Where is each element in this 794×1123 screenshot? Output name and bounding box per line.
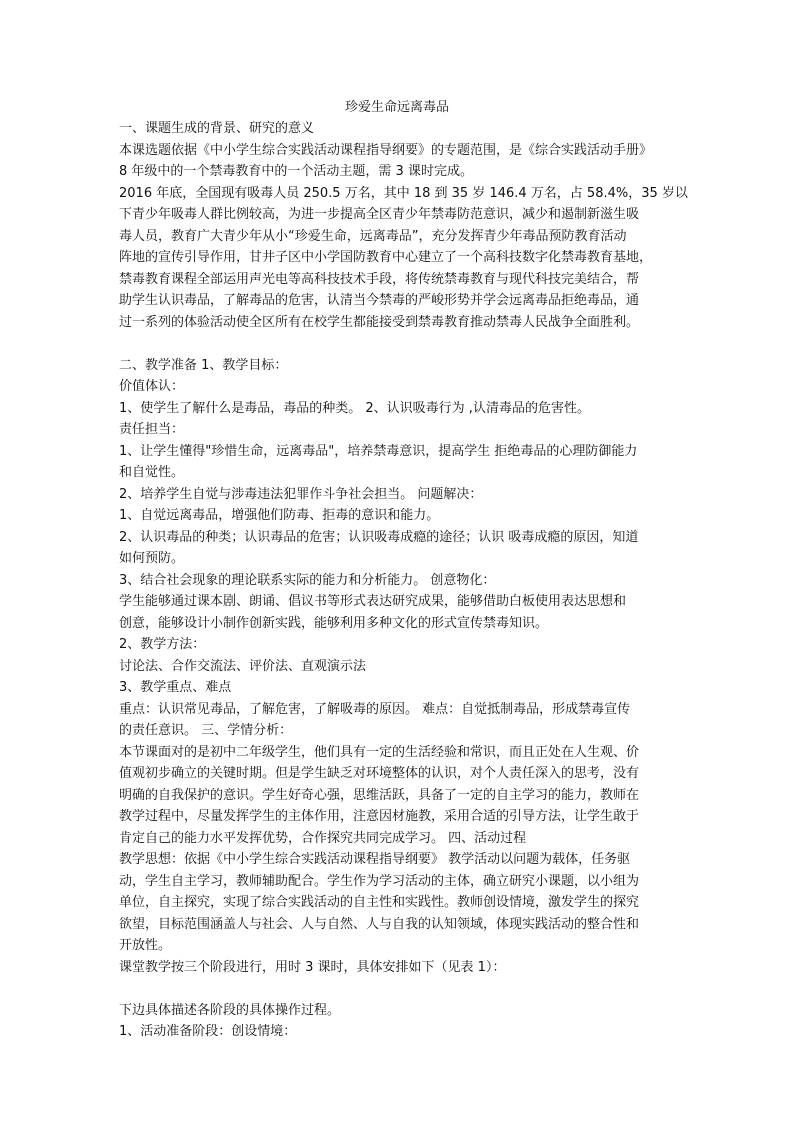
text-line: 责任担当： xyxy=(119,422,185,437)
text-line: 助学生认识毒品，了解毒品的危害，认清当今禁毒的严峻形势并学会远离毒品拒绝毒品，通 xyxy=(119,293,640,308)
text-line: 课堂教学按三个阶段进行，用时 3 课时，具体安排如下（见表 1）： xyxy=(119,959,506,975)
text-line: 的责任意识。 三、学情分析： xyxy=(119,723,293,738)
text-line: 2、认识毒品的种类；认识毒品的危害；认识吸毒成瘾的途径；认识 吸毒成瘾的原因，知道 xyxy=(119,529,639,545)
text-line: 学生能够通过课本剧、朗诵、倡议书等形式表达研究成果，能够借助白板使用表达思想和 xyxy=(119,594,627,609)
text-line: 1、使学生了解什么是毒品，毒品的种类。 2、认识吸毒行为 ,认清毒品的危害性。 xyxy=(119,400,590,416)
document-body xyxy=(119,118,689,1043)
text-line: 创意，能够设计小制作创新实践，能够利用多种文化的形式宣传禁毒知识。 xyxy=(119,615,549,631)
text-line: 过一系列的体验活动使全区所有在校学生都能接受到禁毒教育推动禁毒人民战争全面胜利。 xyxy=(119,314,640,330)
text-line: 二、教学准备 1、教学目标： xyxy=(119,357,288,373)
text-line: 值观初步确立的关键时期。但是学生缺乏对环境整体的认识，对个人责任深入的思考，没有 xyxy=(119,766,640,781)
text-line: 下边具体描述各阶段的具体操作过程。 xyxy=(119,1002,341,1018)
text-line: 讨论法、合作交流法、评价法、直观演示法 xyxy=(119,658,367,674)
text-line: 和自觉性。 xyxy=(119,465,185,480)
text-line: 如何预防。 xyxy=(119,551,185,566)
document-title: 珍爱生命远离毒品 xyxy=(344,100,449,115)
text-line: 阵地的宣传引导作用，甘井子区中小学国防教育中心建立了一个高科技数字化禁毒教育基地， xyxy=(119,250,653,265)
text-line: 动，学生自主学习，教师辅助配合。学生作为学习活动的主体，确立研究小课题，以小组为 xyxy=(119,873,640,889)
text-line: 本课选题依据《中小学生综合实践活动课程指导纲要》的专题范围，是《综合实践活动手册》 xyxy=(119,142,653,158)
text-line: 教学思想：依据《中小学生综合实践活动课程指导纲要》 教学活动以问题为载体，任务驱 xyxy=(119,852,631,867)
text-line: 下青少年吸毒人群比例较高，为进一步提高全区青少年禁毒防范意识，减少和遏制新滋生吸 xyxy=(119,207,640,222)
text-line: 2016 年底，全国现有吸毒人员 250.5 万名，其中 18 到 35 岁 146.4 万名，占 58.4%，35 岁以 xyxy=(119,185,688,201)
text-line: 2、培养学生自觉与涉毒违法犯罪作斗争社会担当。 问题解决： xyxy=(119,486,483,502)
text-line: 1、活动准备阶段：创设情境： xyxy=(119,1024,297,1039)
text-line: 1、让学生懂得"珍惜生命，远离毒品"，培养禁毒意识，提高学生 拒绝毒品的心理防御能力 xyxy=(119,443,638,459)
blank-line xyxy=(119,333,689,355)
text-line: 3、教学重点、难点 xyxy=(119,680,232,695)
text-line: 本节课面对的是初中二年级学生，他们具有一定的生活经验和常识，而且正处在人生观、价 xyxy=(119,744,640,760)
text-line: 2、教学方法： xyxy=(119,637,206,652)
text-line: 欲望，目标范围涵盖人与社会、人与自然、人与自我的认知领域，体现实践活动的整合性和 xyxy=(119,916,640,932)
text-line: 1、自觉远离毒品，增强他们防毒、拒毒的意识和能力。 xyxy=(119,508,440,523)
text-line: 教学过程中，尽量发挥学生的主体作用，注意因材施教，采用合适的引导方法，让学生敢于 xyxy=(119,809,640,824)
text-line: 开放性。 xyxy=(119,938,172,953)
text-line: 肯定自己的能力水平发挥优势，合作探究共同完成学习。 四、活动过程 xyxy=(119,830,527,846)
text-line: 3、结合社会现象的理论联系实际的能力和分析能力。 创意物化： xyxy=(119,572,496,588)
text-line: 单位，自主探究，实现了综合实践活动的自主性和实践性。教师创设情境，激发学生的探究 xyxy=(119,895,640,910)
text-line: 禁毒教育课程全部运用声光电等高科技技术手段，将传统禁毒教育与现代科技完美结合，帮 xyxy=(119,271,640,287)
text-line: 一、课题生成的背景、研究的意义 xyxy=(119,121,315,136)
text-line: 毒人员，教育广大青少年从小“珍爱生命，远离毒品”，充分发挥青少年毒品预防教育活动 xyxy=(119,228,627,244)
text-line: 明确的自我保护的意识。学生好奇心强，思维活跃，具备了一定的自主学习的能力，教师在 xyxy=(119,787,640,803)
text-line: 8 年级中的一个禁毒教育中的一个活动主题，需 3 课时完成。 xyxy=(119,164,473,179)
text-line: 价值体认： xyxy=(119,379,185,394)
blank-line xyxy=(119,978,689,1000)
text-line: 重点：认识常见毒品，了解危害，了解吸毒的原因。 难点：自觉抵制毒品，形成禁毒宣传 xyxy=(119,701,631,717)
